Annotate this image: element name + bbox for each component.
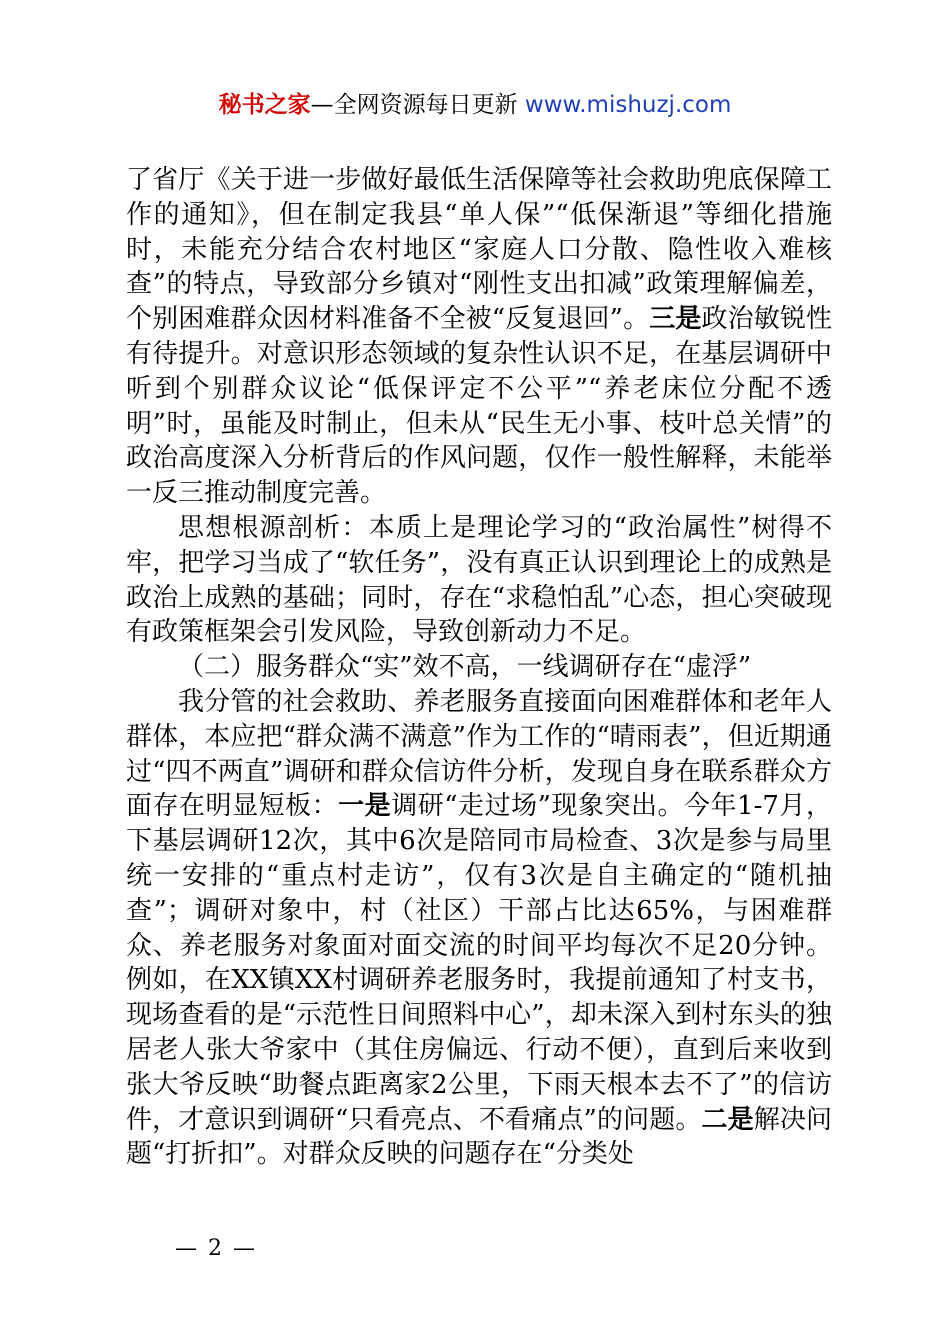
site-url-link[interactable]: www.mishuzj.com (524, 92, 732, 118)
page-number: — 2 — (175, 1236, 257, 1261)
paragraph-3 (126, 685, 832, 1172)
paragraph-1-text-a: 了省厅《关于进一步做好最低生活保障等社会救助兜底保障工作的通知》，但在制定我县“单人保”“低保渐退”等细化措施时，未能充分结合农村地区“家庭人口分散、隐性收入难核查”的特点，导致部分乡镇对“刚性支出扣减”政策理解偏差，个别困难群众因材料准备不全被“反复退回”。 (126, 165, 832, 335)
site-header (0, 88, 950, 122)
brand-name: 秘书之家 (218, 92, 311, 118)
paragraph-1 (126, 163, 832, 511)
header-tagline: —全网资源每日更新 (310, 92, 525, 118)
paragraph-2: 思想根源剖析：本质上是理论学习的“政治属性”树得不牢，把学习当成了“软任务”，没有真正认识到理论上的成熟是政治上成熟的基础；同时，存在“求稳怕乱”心态，担心突破现有政策框架会引发风险，导致创新动力不足。 (126, 512, 832, 648)
paragraph-1-bold-marker: 三是 (649, 304, 702, 335)
paragraph-3-bold-marker-1: 一是 (338, 791, 392, 822)
paragraph-3-text-b: 调研“走过场”现象突出。今年1-7月，下基层调研12次，其中6次是陪同市局检查、3次是参与局里统一安排的“重点村走访”，仅有3次是自主确定的“随机抽查”；调研对象中，村（社区）干部占比达65%，与困难群众、养老服务对象面对面交流的时间平均每次不足20分钟。例如，在XX镇XX村调研养老服务时，我提前通知了村支书，现场查看的是“示范性日间照料中心”，却未深入到村东头的独居老人张大爷家中（其住房偏远、行动不便），直到后来收到张大爷反映“助餐点距离家2公里，下雨天根本去不了”的信访件，才意识到调研“只看亮点、不看痛点”的问题。 (126, 791, 832, 1135)
paragraph-1-text-b: 政治敏锐性有待提升。对意识形态领域的复杂性认识不足，在基层调研中听到个别群众议论“低保评定不公平”“养老床位分配不透明”时，虽能及时制止，但未从“民生无小事、枝叶总关情”的政治高度深入分析背后的作风问题，仅作一般性解释，未能举一反三推动制度完善。 (126, 304, 832, 509)
paragraph-3-bold-marker-2: 二是 (701, 1104, 754, 1135)
paragraph-3-text-c: 解决问题“打折扣”。对群众反映的问题存在“分类处 (126, 1104, 832, 1170)
paragraph-3-text-a: 我分管的社会救助、养老服务直接面向困难群体和老年人群体，本应把“群众满不满意”作为工作的“晴雨表”，但近期通过“四不两直”调研和群众信访件分析，发现自身在联系群众方面存在明显短板： (126, 686, 832, 822)
document-body (126, 163, 832, 1172)
section-heading: （二）服务群众“实”效不高，一线调研存在“虚浮” (178, 652, 752, 683)
